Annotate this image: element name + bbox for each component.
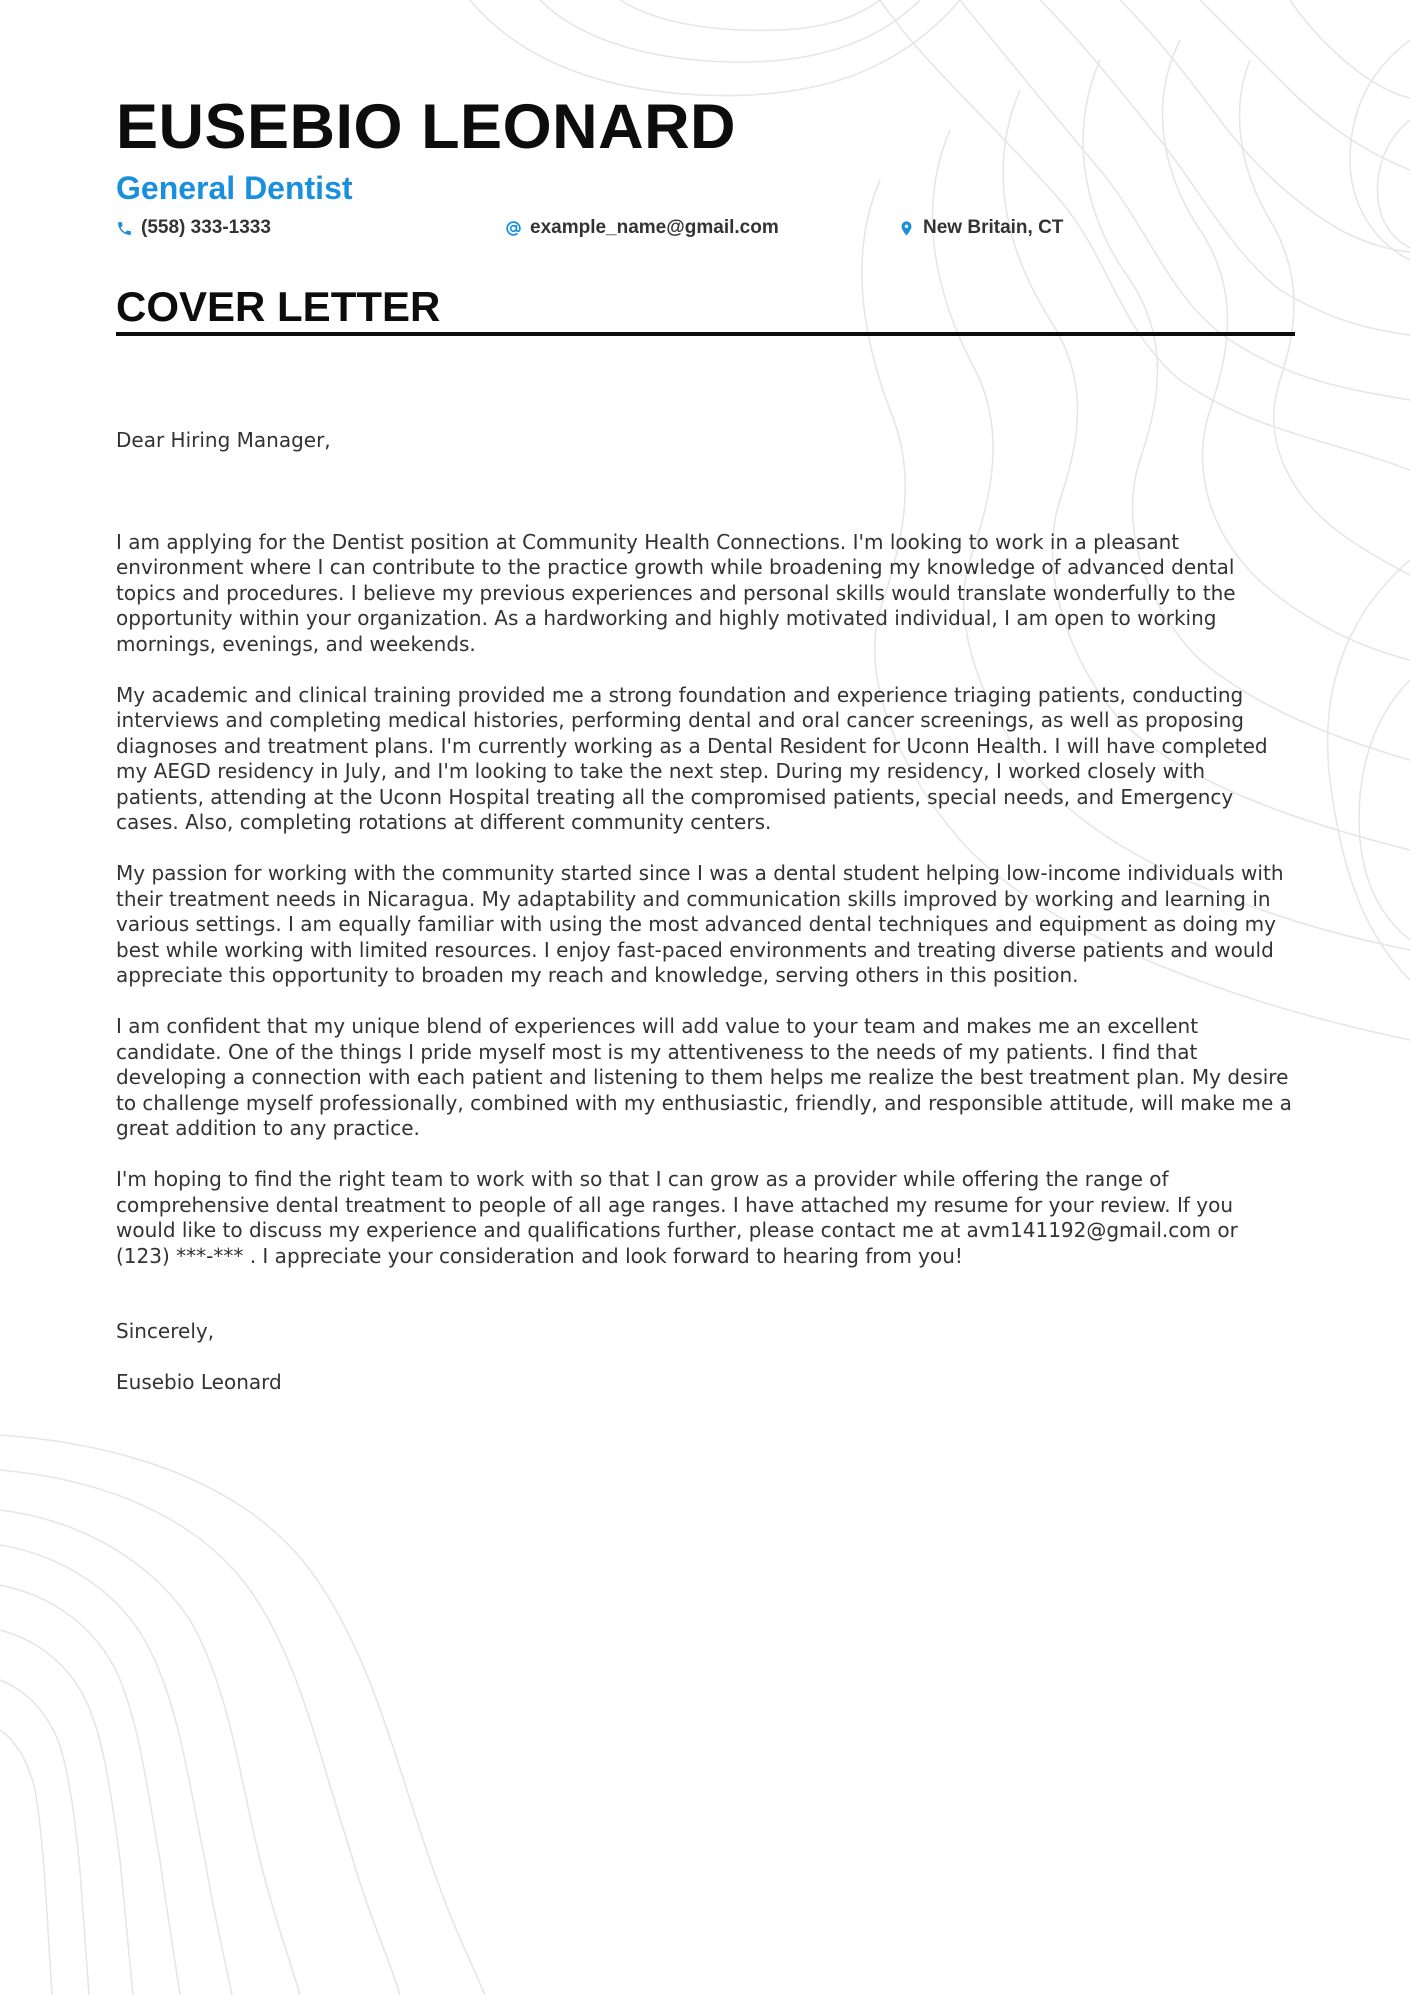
contact-phone bbox=[116, 215, 271, 241]
letter-signature: Eusebio Leonard bbox=[116, 1370, 282, 1394]
letter-paragraph: I am confident that my unique blend of experiences will add value to your team and makes me an excellent candidate. One of the things I pride myself most is my attentiveness to the needs of my patients. I find that developing a connection with each patient and listening to them helps me realize the best treatment plan. My desire to challenge myself professionally, combined with my enthusiastic, friendly, and responsible attitude, will make me a great addition to any practice. bbox=[116, 1014, 1292, 1140]
at-sign-icon bbox=[505, 220, 522, 237]
map-pin-icon bbox=[898, 220, 915, 237]
letter-paragraph: I'm hoping to find the right team to work with so that I can grow as a provider while offering the range of comprehensive dental treatment to people of all age ranges. I have attached my resume for your review. If you would like to discuss my experience and qualifications further, please contact me at avm141192@gmail.com or (123) ***-*** . I appreciate your consideration and look forward to hearing from you! bbox=[116, 1167, 1238, 1268]
location-text: New Britain, CT bbox=[923, 217, 1064, 238]
letter-body bbox=[116, 428, 1296, 1396]
applicant-name: EUSEBIO LEONARD bbox=[116, 92, 737, 162]
contact-email bbox=[505, 215, 779, 241]
email-address: example_name@gmail.com bbox=[530, 217, 779, 238]
phone-number: (558) 333-1333 bbox=[141, 217, 271, 238]
letter-paragraph: I am applying for the Dentist position at Community Health Connections. I'm looking to work in a pleasant environment where I can contribute to the practice growth while broadening my knowledge of advanced dental topics and procedures. I believe my previous experiences and personal skills would translate wonderfully to the opportunity within your organization. As a hardworking and highly motivated individual, I am open to working mornings, evenings, and weekends. bbox=[116, 529, 1236, 656]
letter-paragraph: My academic and clinical training provided me a strong foundation and experience triaging patients, conducting interviews and completing medical histories, performing dental and oral cancer screenings, as well as proposing diagnoses and treatment plans. I'm currently working as a Dental Resident for Uconn Health. I will have completed my AEGD residency in July, and I'm looking to take the next step. During my residency, I worked closely with patients, attending at the Uconn Hospital treating all the compromised patients, special needs, and Emergency cases. Also, completing rotations at different community centers. bbox=[116, 682, 1268, 834]
section-title: COVER LETTER bbox=[116, 283, 441, 330]
letter-closing: Sincerely, bbox=[116, 1319, 215, 1343]
contact-location bbox=[898, 215, 1063, 241]
letter-greeting: Dear Hiring Manager, bbox=[116, 428, 331, 452]
letter-paragraph: My passion for working with the community started since I was a dental student helping low-income individuals with their treatment needs in Nicaragua. My adaptability and communication skills improved by working and learning in various settings. I am equally familiar with using the most advanced dental techniques and equipment as doing my best while working with limited resources. I enjoy fast-paced environments and treating diverse patients and would appreciate this opportunity to broaden my reach and knowledge, serving others in this position. bbox=[116, 861, 1284, 987]
job-title: General Dentist bbox=[116, 170, 353, 206]
phone-icon bbox=[116, 220, 133, 237]
section-divider bbox=[116, 332, 1295, 336]
